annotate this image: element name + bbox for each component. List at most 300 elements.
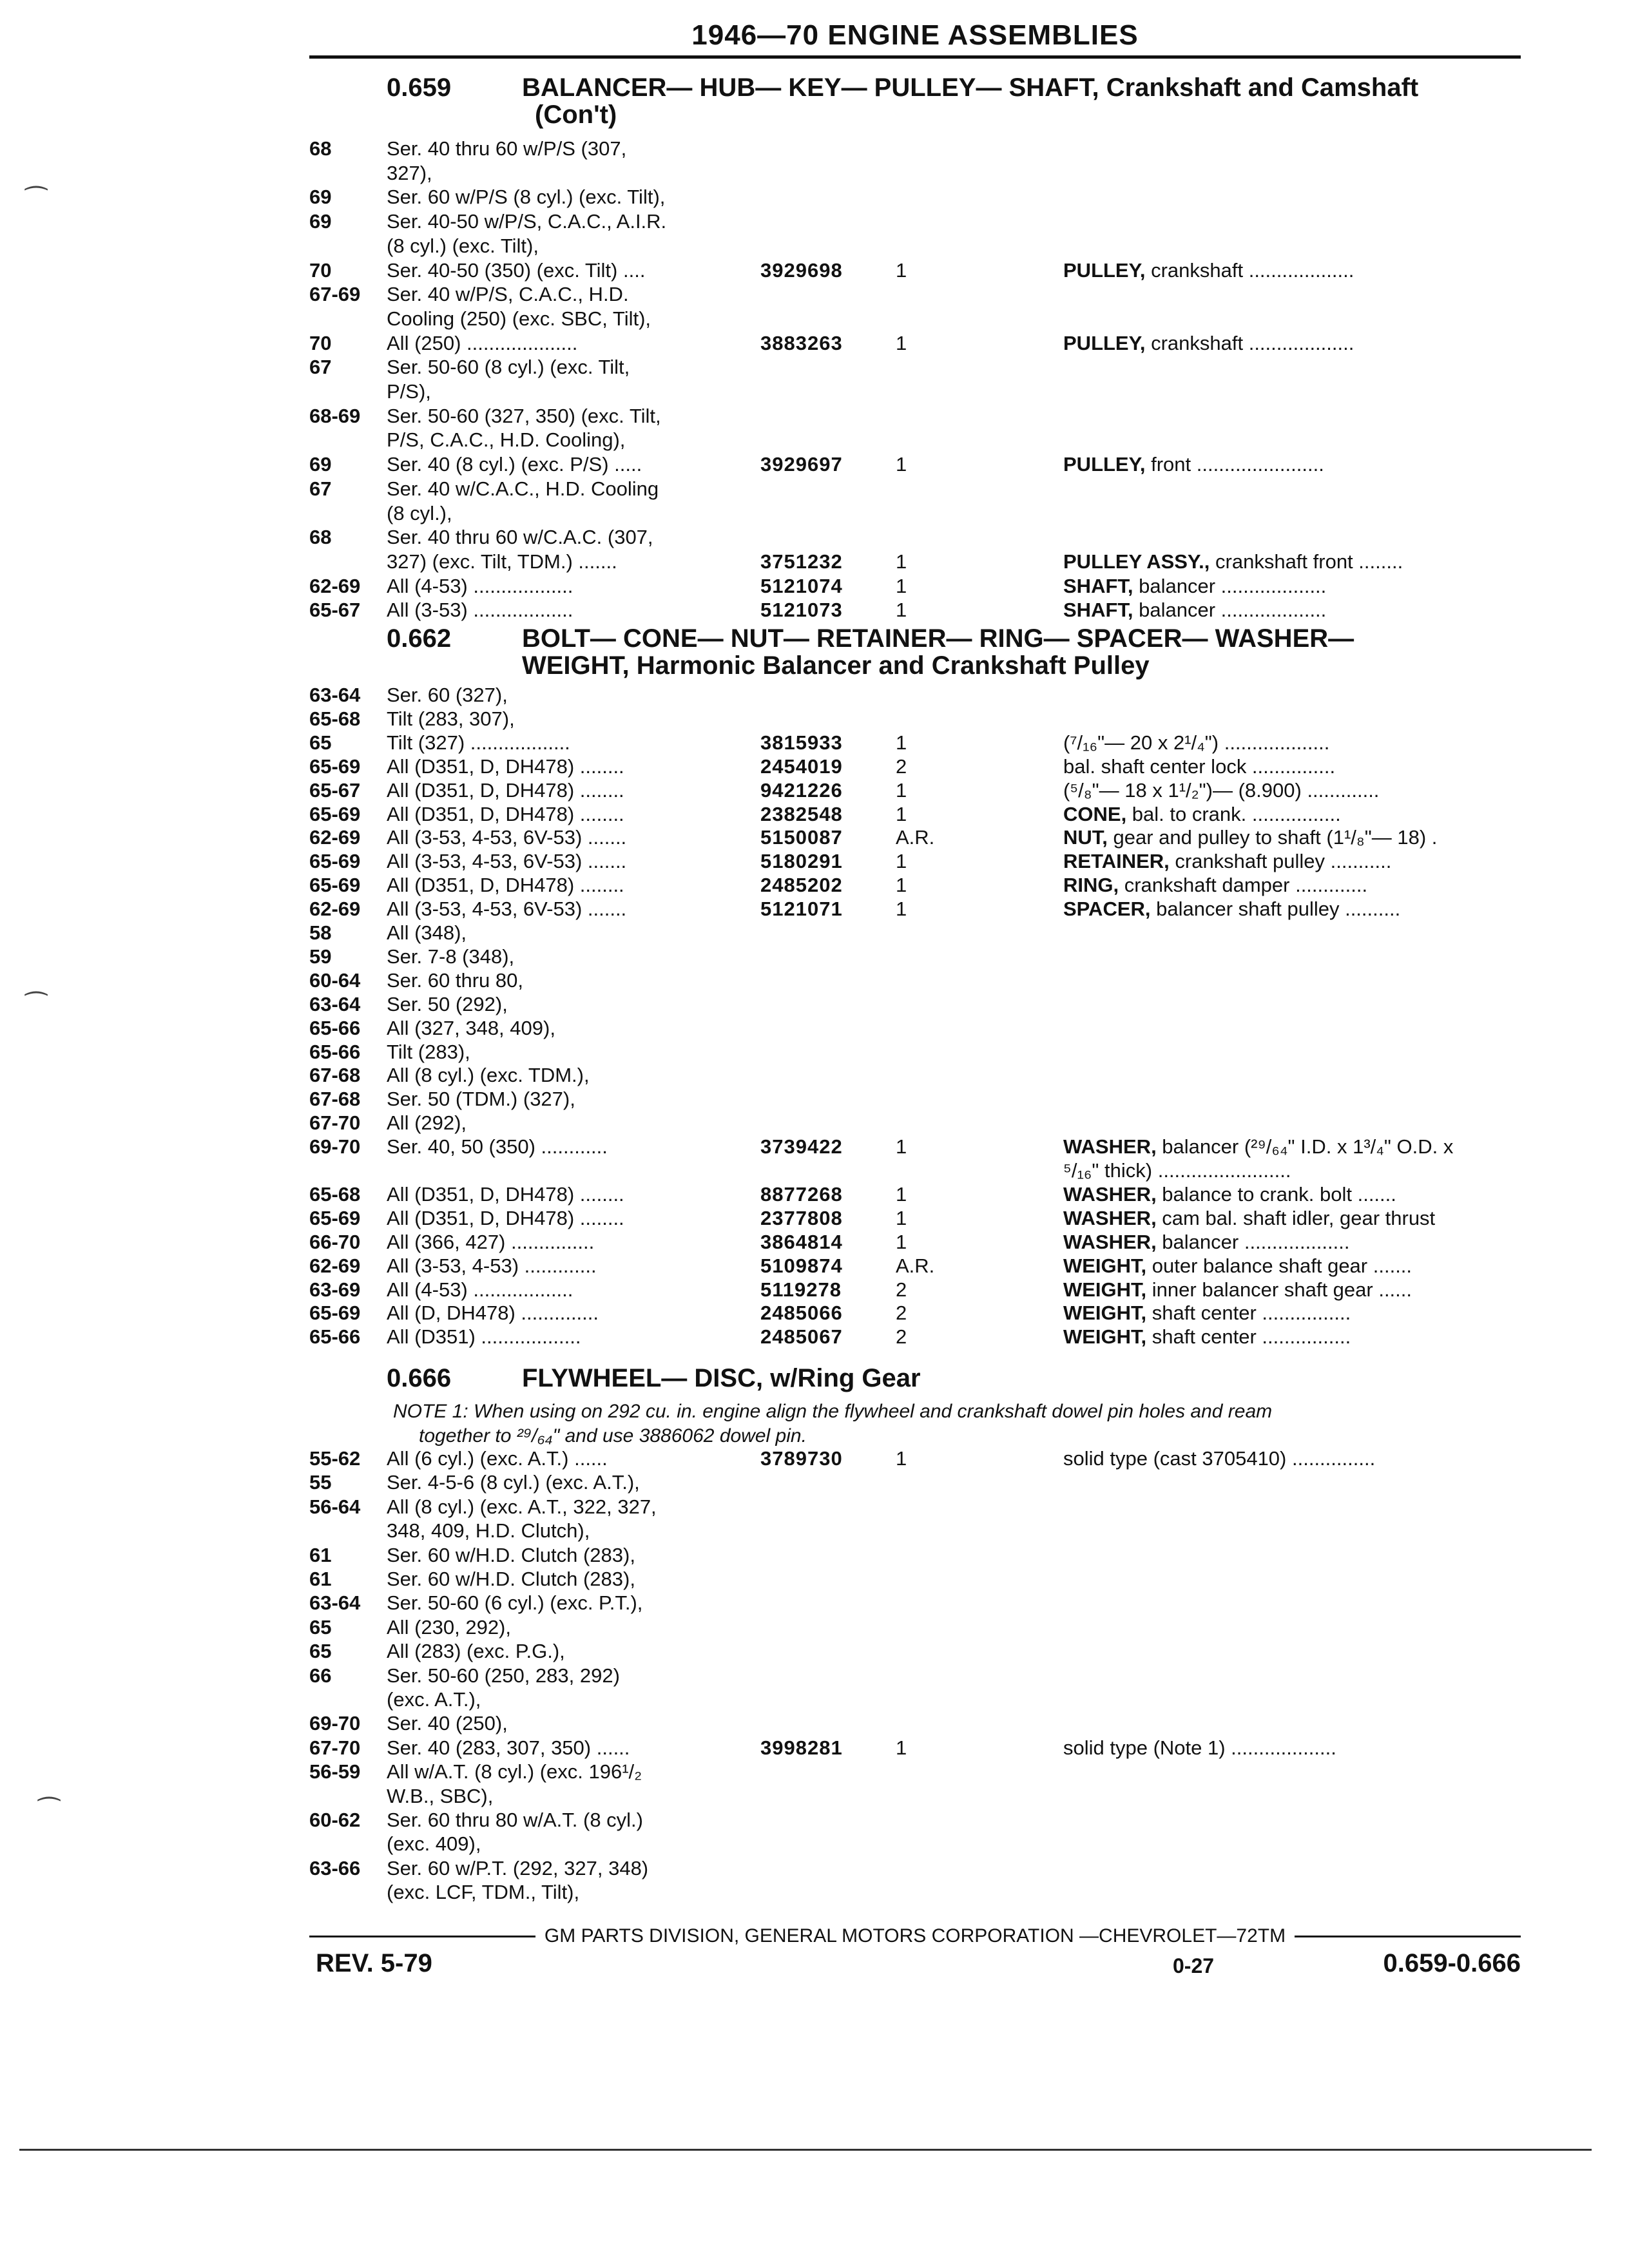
model-year: 61: [309, 1568, 332, 1590]
part-detail: crankshaft ...................: [1145, 331, 1354, 354]
application: All (8 cyl.) (exc. TDM.),: [387, 1064, 590, 1087]
parts-row: [309, 1784, 1534, 1809]
application: (8 cyl.) (exc. Tilt),: [387, 234, 539, 257]
model-year: 67-68: [309, 1064, 361, 1087]
quantity: 1: [896, 850, 907, 873]
part-detail: crankshaft front ........: [1210, 550, 1403, 573]
parts-row: [309, 1856, 1534, 1881]
section-number: 0.666: [387, 1364, 452, 1392]
parts-row: [309, 1446, 1534, 1471]
model-year: 67-70: [309, 1111, 361, 1135]
application: All (D351, D, DH478) ........: [387, 754, 624, 778]
parts-row: [309, 1182, 1534, 1207]
application: Tilt (327) ..................: [387, 731, 570, 754]
model-year: 65-69: [309, 802, 361, 825]
application: All (327, 348, 409),: [387, 1016, 555, 1039]
parts-row: [309, 598, 1534, 622]
part-number: 3739422: [760, 1135, 843, 1158]
parts-row: [309, 1808, 1534, 1832]
model-year: 65-66: [309, 1325, 361, 1349]
description: [1063, 897, 1400, 921]
part-detail: gear and pulley to shaft (1¹/₈"— 18) .: [1107, 826, 1438, 849]
parts-row: [309, 897, 1534, 921]
part-number: 5121071: [760, 898, 843, 921]
application: Ser. 40 thru 60 w/C.A.C. (307,: [387, 526, 653, 549]
parts-row: [309, 525, 1534, 550]
model-year: 65-66: [309, 1040, 361, 1063]
part-name: PULLEY,: [1063, 331, 1146, 354]
model-year: 67-69: [309, 283, 361, 306]
part-detail: balancer ...................: [1133, 599, 1327, 622]
part-detail: solid type (Note 1) ...................: [1063, 1736, 1336, 1759]
model-year: 58: [309, 921, 332, 944]
part-number: 5121074: [760, 574, 843, 597]
note-line1: NOTE 1: When using on 292 cu. in. engine align the flywheel and crankshaft dowel pin holes and ream: [393, 1401, 1273, 1422]
application: All (D351) ..................: [387, 1325, 581, 1349]
parts-row: [309, 1567, 1534, 1591]
model-year: 68: [309, 137, 332, 160]
description: [1063, 1158, 1291, 1183]
description: [1063, 331, 1354, 356]
parts-row: [309, 1880, 1534, 1905]
application: Ser. 40 (283, 307, 350) ......: [387, 1736, 630, 1759]
part-detail: balancer ...................: [1133, 574, 1327, 597]
parts-row: [309, 550, 1534, 574]
model-year: 62-69: [309, 898, 361, 921]
model-year: 67: [309, 477, 332, 500]
application: Ser. 40 w/P/S, C.A.C., H.D.: [387, 283, 629, 306]
model-year: 70: [309, 331, 332, 354]
scan-mark: ⁀: [26, 187, 47, 216]
model-year: 65-69: [309, 754, 361, 778]
quantity: 1: [896, 778, 907, 802]
part-number: 3751232: [760, 550, 843, 573]
parts-row: [309, 137, 1534, 161]
parts-row: [309, 968, 1534, 993]
part-detail: ⁵/₁₆" thick) ........................: [1063, 1159, 1291, 1182]
part-detail: crankshaft ...................: [1145, 258, 1354, 282]
section-0662: [387, 625, 1354, 679]
description: [1063, 802, 1341, 827]
parts-row: [309, 1832, 1534, 1856]
part-number: 5121073: [760, 599, 843, 622]
application: All (D351, D, DH478) ........: [387, 1182, 624, 1206]
model-year: 62-69: [309, 826, 361, 849]
application: Ser. 50-60 (250, 283, 292): [387, 1664, 620, 1687]
description: [1063, 754, 1335, 779]
part-number: 3789730: [760, 1447, 843, 1470]
model-year: 60-62: [309, 1809, 361, 1831]
part-number: 2485202: [760, 874, 843, 897]
application: All w/A.T. (8 cyl.) (exc. 196¹/₂: [387, 1760, 642, 1783]
parts-row: [309, 282, 1534, 307]
quantity: A.R.: [896, 826, 935, 849]
parts-row: [309, 754, 1534, 779]
description: [1063, 873, 1367, 898]
model-year: 63-66: [309, 1856, 361, 1879]
parts-row: [309, 331, 1534, 356]
application: 327) (exc. Tilt, TDM.) .......: [387, 550, 617, 573]
section-0666: [387, 1365, 921, 1392]
quantity: 2: [896, 1325, 907, 1349]
part-name: PULLEY,: [1063, 453, 1146, 476]
model-year: 59: [309, 945, 332, 968]
part-name: SHAFT,: [1063, 599, 1133, 622]
parts-row: [309, 234, 1534, 258]
model-year: 65-67: [309, 599, 361, 622]
quantity: 1: [896, 599, 907, 622]
model-year: 69-70: [309, 1712, 361, 1735]
part-number: 5150087: [760, 826, 843, 849]
application: Tilt (283),: [387, 1040, 470, 1063]
model-year: 67-68: [309, 1088, 361, 1111]
model-year: 65-66: [309, 1016, 361, 1039]
model-year: 62-69: [309, 574, 361, 597]
application: All (230, 292),: [387, 1615, 511, 1639]
parts-row: [309, 683, 1534, 707]
part-detail: bal. shaft center lock ...............: [1063, 754, 1336, 778]
application: All (3-53, 4-53, 6V-53) .......: [387, 850, 627, 873]
page-number: 0-27: [1173, 1954, 1215, 1977]
application: All (D351, D, DH478) ........: [387, 802, 624, 825]
application: Ser. 4-5-6 (8 cyl.) (exc. A.T.),: [387, 1471, 640, 1494]
footer-bottom: [309, 1949, 1521, 1985]
parts-row: [309, 1230, 1534, 1254]
part-detail: bal. to crank. ................: [1126, 802, 1341, 825]
part-detail: (⁷/₁₆"— 20 x 2¹/₄") ...................: [1063, 731, 1330, 754]
part-name: RETAINER,: [1063, 850, 1170, 873]
section-range: 0.659-0.666: [1383, 1949, 1521, 1977]
part-name: RING,: [1063, 874, 1119, 897]
part-detail: front .......................: [1145, 453, 1324, 476]
scan-edge-line: [19, 2149, 1592, 2151]
parts-row: [309, 945, 1534, 969]
part-number: 5180291: [760, 850, 843, 873]
application: Ser. 40-50 (350) (exc. Tilt) ....: [387, 258, 646, 282]
model-year: 65-69: [309, 1302, 361, 1325]
parts-row: [309, 355, 1534, 380]
part-number: 3864814: [760, 1230, 843, 1253]
part-detail: balance to crank. bolt .......: [1156, 1182, 1396, 1206]
section-title-line1: FLYWHEEL— DISC, w/Ring Gear: [522, 1364, 921, 1392]
scan-mark: ⁀: [39, 1798, 60, 1827]
application: Ser. 40, 50 (350) ............: [387, 1135, 608, 1158]
application: Ser. 60 w/H.D. Clutch (283),: [387, 1568, 635, 1590]
part-number: 2485066: [760, 1302, 843, 1325]
parts-row: [309, 802, 1534, 827]
parts-row: [309, 1495, 1534, 1519]
quantity: 1: [896, 802, 907, 825]
model-year: 55-62: [309, 1447, 361, 1470]
part-name: PULLEY ASSY.,: [1063, 550, 1210, 573]
parts-row: [309, 574, 1534, 599]
description: [1063, 825, 1437, 850]
page-header: [309, 19, 1521, 59]
application: Ser. 60 w/P.T. (292, 327, 348): [387, 1856, 649, 1879]
description: [1063, 452, 1324, 477]
model-year: 63-64: [309, 1591, 361, 1615]
application: Ser. 40-50 w/P/S, C.A.C., A.I.R.: [387, 210, 667, 233]
model-year: 68-69: [309, 404, 361, 427]
part-detail: crankshaft pulley ...........: [1169, 850, 1392, 873]
parts-row: [309, 1687, 1534, 1712]
section-title-line2: WEIGHT, Harmonic Balancer and Crankshaft Pulley: [522, 651, 1150, 680]
part-number: 3883263: [760, 331, 843, 354]
parts-row: [309, 1158, 1534, 1183]
description: [1063, 598, 1326, 622]
application: Ser. 7-8 (348),: [387, 945, 515, 968]
part-number: 5109874: [760, 1254, 843, 1277]
application: All (3-53) ..................: [387, 599, 574, 622]
part-detail: balancer ...................: [1156, 1230, 1350, 1253]
quantity: 1: [896, 731, 907, 754]
description: [1063, 849, 1391, 874]
application: Ser. 40 thru 60 w/P/S (307,: [387, 137, 627, 160]
parts-row: [309, 209, 1534, 234]
parts-row: [309, 161, 1534, 186]
part-detail: (⁵/₈"— 18 x 1¹/₂")— (8.900) .............: [1063, 778, 1380, 802]
parts-row: [309, 258, 1534, 283]
application: All (283) (exc. P.G.),: [387, 1640, 565, 1663]
parts-row: [309, 849, 1534, 874]
description: [1063, 1446, 1375, 1471]
parts-row: [309, 1736, 1534, 1760]
parts-row: [309, 778, 1534, 803]
application: Ser. 50 (TDM.) (327),: [387, 1088, 575, 1111]
application: Ser. 60 w/H.D. Clutch (283),: [387, 1543, 635, 1566]
application: All (6 cyl.) (exc. A.T.) ......: [387, 1447, 608, 1470]
parts-row: [309, 404, 1534, 428]
part-number: 3815933: [760, 731, 843, 754]
part-number: 9421226: [760, 778, 843, 802]
application: Ser. 60 thru 80 w/A.T. (8 cyl.): [387, 1809, 643, 1831]
part-number: 3929697: [760, 453, 843, 476]
parts-row: [309, 1543, 1534, 1568]
application: All (250) ....................: [387, 331, 578, 354]
description: [1063, 1254, 1412, 1278]
parts-row: [309, 1016, 1534, 1041]
application: Ser. 50 (292),: [387, 992, 508, 1015]
parts-row: [309, 1135, 1534, 1159]
part-name: WASHER,: [1063, 1182, 1157, 1206]
application: All (4-53) ..................: [387, 1278, 574, 1301]
parts-row: [309, 1278, 1534, 1302]
part-name: WEIGHT,: [1063, 1278, 1147, 1301]
quantity: 2: [896, 1278, 907, 1301]
application: All (D351, D, DH478) ........: [387, 778, 624, 802]
section-0659: [387, 74, 1418, 128]
part-name: SPACER,: [1063, 898, 1151, 921]
footer-rule-right: [1295, 1936, 1521, 1937]
description: [1063, 1182, 1396, 1207]
part-number: 3929698: [760, 258, 843, 282]
parts-row: [309, 428, 1534, 452]
quantity: 1: [896, 453, 907, 476]
parts-row: [309, 307, 1534, 331]
part-detail: cam bal. shaft idler, gear thrust: [1156, 1206, 1436, 1229]
application: All (348),: [387, 921, 467, 944]
quantity: 1: [896, 1182, 907, 1206]
application: All (D, DH478) ..............: [387, 1302, 599, 1325]
part-name: SHAFT,: [1063, 574, 1133, 597]
model-year: 65-68: [309, 707, 361, 730]
application: Ser. 60 (327),: [387, 684, 508, 706]
application: All (D351, D, DH478) ........: [387, 874, 624, 897]
part-number: 2382548: [760, 802, 843, 825]
quantity: 1: [896, 1447, 907, 1470]
part-name: WASHER,: [1063, 1135, 1157, 1158]
model-year: 63-64: [309, 992, 361, 1015]
quantity: 2: [896, 1302, 907, 1325]
parts-row: [309, 1111, 1534, 1135]
parts-row: [309, 1591, 1534, 1615]
part-number: 5119278: [760, 1278, 842, 1301]
application: Ser. 40 w/C.A.C., H.D. Cooling: [387, 477, 659, 500]
application: Ser. 50-60 (8 cyl.) (exc. Tilt,: [387, 356, 630, 379]
application: (exc. LCF, TDM., Tilt),: [387, 1881, 580, 1904]
quantity: 1: [896, 1135, 907, 1158]
model-year: 63-69: [309, 1278, 361, 1301]
description: [1063, 550, 1403, 574]
description: [1063, 1325, 1351, 1349]
parts-row: [309, 501, 1534, 526]
parts-row: [309, 1254, 1534, 1278]
parts-row: [309, 873, 1534, 898]
model-year: 62-69: [309, 1254, 361, 1277]
parts-row: [309, 1040, 1534, 1064]
section-number: 0.659: [387, 73, 452, 102]
model-year: 56-59: [309, 1760, 361, 1783]
application: Ser. 50-60 (327, 350) (exc. Tilt,: [387, 404, 661, 427]
part-detail: balancer (²⁹/₆₄" I.D. x 1³/₄" O.D. x: [1156, 1135, 1454, 1158]
parts-row: [309, 1087, 1534, 1111]
application: (exc. 409),: [387, 1832, 481, 1856]
parts-row: [309, 1206, 1534, 1231]
part-number: 2485067: [760, 1325, 843, 1349]
footer-rule-left: [309, 1936, 535, 1937]
application: All (3-53, 4-53, 6V-53) .......: [387, 898, 627, 921]
model-year: 65: [309, 1615, 332, 1639]
application: All (4-53) ..................: [387, 574, 574, 597]
footer-division-line: [309, 1923, 1521, 1949]
description: [1063, 574, 1326, 599]
application: Ser. 60 w/P/S (8 cyl.) (exc. Tilt),: [387, 186, 666, 209]
parts-row: [309, 707, 1534, 731]
application: W.B., SBC),: [387, 1784, 494, 1807]
model-year: 65: [309, 1640, 332, 1663]
description: [1063, 1278, 1412, 1302]
part-detail: shaft center ................: [1146, 1325, 1351, 1349]
parts-row: [309, 731, 1534, 755]
description: [1063, 1736, 1336, 1760]
model-year: 69: [309, 186, 332, 209]
part-detail: shaft center ................: [1146, 1302, 1351, 1325]
footer-division: GM PARTS DIVISION, GENERAL MOTORS CORPORATION —CHEVROLET—72TM: [544, 1925, 1286, 1946]
parts-row: [309, 1063, 1534, 1088]
application: Ser. 40 (250),: [387, 1712, 508, 1735]
model-year: 67-70: [309, 1736, 361, 1759]
parts-row: [309, 1301, 1534, 1325]
part-name: WEIGHT,: [1063, 1254, 1147, 1277]
parts-row: [309, 921, 1534, 945]
model-year: 55: [309, 1471, 332, 1494]
model-year: 67: [309, 356, 332, 379]
quantity: 1: [896, 258, 907, 282]
scan-mark: ⁀: [26, 993, 47, 1021]
application: P/S, C.A.C., H.D. Cooling),: [387, 428, 626, 452]
description: [1063, 258, 1354, 283]
application: All (8 cyl.) (exc. A.T., 322, 327,: [387, 1495, 657, 1518]
quantity: 1: [896, 1736, 907, 1759]
quantity: 1: [896, 574, 907, 597]
application: 327),: [387, 161, 432, 184]
parts-row: [309, 185, 1534, 209]
quantity: 1: [896, 331, 907, 354]
quantity: 1: [896, 874, 907, 897]
section-title-line2: (Con't): [535, 101, 617, 129]
quantity: 1: [896, 550, 907, 573]
application: All (292),: [387, 1111, 467, 1135]
application: P/S),: [387, 380, 431, 403]
model-year: 56-64: [309, 1495, 361, 1518]
model-year: 61: [309, 1543, 332, 1566]
application: (exc. A.T.),: [387, 1688, 481, 1711]
part-number: 2377808: [760, 1206, 843, 1229]
note-1: [393, 1399, 1540, 1448]
model-year: 65-67: [309, 778, 361, 802]
model-year: 65-69: [309, 850, 361, 873]
application: (8 cyl.),: [387, 501, 452, 524]
part-number: 3998281: [760, 1736, 843, 1759]
description: [1063, 731, 1329, 755]
model-year: 68: [309, 526, 332, 549]
part-name: WASHER,: [1063, 1230, 1157, 1253]
parts-row: [309, 825, 1534, 850]
model-year: 63-64: [309, 684, 361, 706]
application: All (3-53, 4-53) .............: [387, 1254, 597, 1277]
parts-row: [309, 477, 1534, 501]
description: [1063, 1135, 1453, 1159]
revision-label: REV. 5-79: [316, 1949, 432, 1977]
model-year: 70: [309, 258, 332, 282]
description: [1063, 778, 1379, 803]
application: Cooling (250) (exc. SBC, Tilt),: [387, 307, 651, 330]
model-year: 65-68: [309, 1182, 361, 1206]
application: Ser. 40 (8 cyl.) (exc. P/S) .....: [387, 453, 642, 476]
model-year: 66-70: [309, 1230, 361, 1253]
description: [1063, 1230, 1349, 1254]
application: All (D351, D, DH478) ........: [387, 1206, 624, 1229]
section-title-line1: BALANCER— HUB— KEY— PULLEY— SHAFT, Crankshaft and Camshaft: [522, 73, 1419, 102]
part-name: NUT,: [1063, 826, 1108, 849]
part-name: CONE,: [1063, 802, 1127, 825]
application: All (3-53, 4-53, 6V-53) .......: [387, 826, 627, 849]
part-detail: solid type (cast 3705410) ...............: [1063, 1447, 1376, 1470]
model-year: 69-70: [309, 1135, 361, 1158]
quantity: 2: [896, 754, 907, 778]
section-title-line1: BOLT— CONE— NUT— RETAINER— RING— SPACER— WASHER—: [522, 624, 1354, 653]
part-detail: inner balancer shaft gear ......: [1146, 1278, 1412, 1301]
part-number: 8877268: [760, 1182, 843, 1206]
page-title: 1946—70 ENGINE ASSEMBLIES: [691, 19, 1139, 51]
parts-row: [309, 992, 1534, 1017]
model-year: 65: [309, 731, 332, 754]
quantity: 1: [896, 898, 907, 921]
parts-row: [309, 1760, 1534, 1784]
section-number: 0.662: [387, 624, 452, 653]
parts-row: [309, 452, 1534, 477]
parts-row: [309, 380, 1534, 404]
